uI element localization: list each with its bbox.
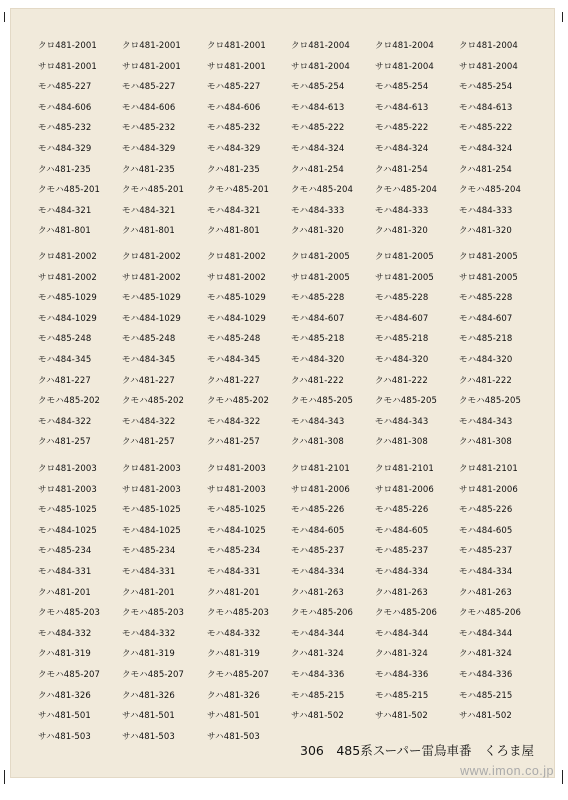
car-number-label: サハ481-502 (459, 711, 512, 722)
car-number-label: クハ481-263 (375, 587, 428, 598)
car-number-label: クロ481-2005 (291, 252, 350, 262)
car-number-label: クロ481-2101 (459, 464, 518, 474)
sheet-caption: 306 485系スーパー雷鳥車番 くろま屋 (300, 743, 534, 758)
car-number-label: サロ481-2001 (38, 61, 97, 72)
car-number-label: クモハ485-206 (291, 608, 354, 619)
car-number-label: クハ481-319 (122, 649, 175, 660)
car-number-label: サロ481-2006 (375, 484, 434, 495)
car-number-label: モハ485-228 (375, 293, 429, 304)
car-number-label: クロ481-2005 (459, 252, 518, 262)
car-number-label: モハ485-227 (38, 82, 92, 93)
car-number-label: クロ481-2005 (375, 252, 434, 262)
car-number-label: モハ485-1025 (122, 505, 181, 516)
car-number-label: クモハ485-201 (38, 185, 101, 196)
car-number-label: モハ484-331 (207, 567, 261, 577)
car-number-label: モハ484-345 (207, 355, 261, 365)
car-number-label: クハ481-801 (122, 226, 175, 237)
car-number-label: クロ481-2004 (459, 41, 518, 51)
decal-row (10, 605, 555, 621)
decal-row (10, 667, 555, 683)
decal-row (10, 100, 555, 116)
car-number-label: クモハ485-206 (375, 608, 438, 619)
car-number-label: モハ485-228 (459, 293, 513, 304)
car-number-label: サハ481-502 (291, 711, 344, 722)
car-number-label: モハ484-606 (207, 102, 261, 113)
car-number-label: モハ484-1029 (38, 313, 97, 324)
car-number-label: サロ481-2001 (207, 61, 266, 72)
car-number-label: モハ485-222 (459, 123, 513, 134)
car-number-label: クモハ485-205 (291, 396, 354, 407)
car-number-label: モハ484-324 (291, 144, 345, 154)
car-number-label: モハ484-334 (459, 567, 513, 577)
car-number-label: クモハ485-201 (122, 185, 185, 196)
car-number-label: モハ484-605 (291, 525, 345, 536)
car-number-label: モハ484-334 (291, 567, 345, 577)
decal-row (10, 502, 555, 518)
car-number-label: クモハ485-203 (207, 608, 270, 619)
decal-row (10, 626, 555, 642)
car-number-label: クモハ485-202 (122, 396, 185, 407)
car-number-label: モハ485-234 (122, 546, 176, 557)
car-number-label: モハ484-613 (291, 102, 345, 113)
car-number-label: モハ484-607 (459, 313, 513, 324)
car-number-label: クハ481-320 (375, 226, 428, 237)
car-number-label: クハ481-257 (207, 437, 260, 448)
decal-row (10, 290, 555, 306)
car-number-label: モハ485-222 (291, 123, 345, 134)
car-number-label: モハ484-613 (459, 102, 513, 113)
car-number-label: サロ481-2006 (459, 484, 518, 495)
decal-row (10, 223, 555, 239)
car-number-label: クハ481-801 (38, 226, 91, 237)
car-number-label: モハ484-344 (291, 628, 345, 639)
car-number-label: クハ481-227 (207, 375, 260, 386)
car-number-label: モハ484-333 (375, 205, 429, 216)
car-number-label: モハ485-254 (375, 82, 429, 93)
decal-row (10, 311, 555, 327)
car-number-label: クモハ485-201 (207, 185, 270, 196)
car-number-label: モハ484-332 (38, 628, 92, 639)
car-number-label: サロ481-2004 (291, 61, 350, 72)
car-number-label: サロ481-2001 (122, 61, 181, 72)
decal-row (10, 543, 555, 559)
car-number-label: モハ484-1029 (207, 313, 266, 324)
car-number-label: モハ485-232 (38, 123, 92, 134)
car-number-label: クハ481-324 (375, 649, 428, 660)
car-number-label: モハ485-227 (122, 82, 176, 93)
car-number-label: クハ481-227 (122, 375, 175, 386)
car-number-label: モハ485-226 (375, 505, 429, 516)
car-number-label: モハ485-218 (459, 334, 513, 345)
car-number-label: モハ484-322 (38, 416, 92, 427)
car-number-label: クハ481-320 (291, 226, 344, 237)
car-number-label: クハ481-319 (207, 649, 260, 660)
decal-row (10, 203, 555, 219)
car-number-label: モハ484-336 (459, 670, 513, 680)
car-number-label: サロ481-2006 (291, 484, 350, 495)
decal-row (10, 352, 555, 368)
car-number-label: モハ485-218 (375, 334, 429, 345)
car-number-label: モハ485-237 (291, 546, 345, 557)
car-number-label: クハ481-254 (291, 164, 344, 175)
car-number-label: サハ481-503 (38, 731, 91, 742)
decal-row (10, 141, 555, 157)
car-number-label: モハ484-321 (122, 205, 176, 216)
car-number-label: モハ484-606 (122, 102, 176, 113)
car-number-label: クロ481-2003 (38, 464, 97, 474)
car-number-label: サロ481-2004 (459, 61, 518, 72)
decal-row (10, 523, 555, 539)
car-number-label: モハ484-343 (459, 416, 513, 427)
car-number-label: クハ481-308 (375, 437, 428, 448)
car-number-label: モハ484-331 (122, 567, 176, 577)
car-number-label: モハ484-334 (375, 567, 429, 577)
car-number-label: モハ485-215 (291, 690, 345, 701)
car-number-label: モハ484-332 (207, 628, 261, 639)
car-number-label: モハ484-1025 (122, 525, 181, 536)
decal-row (10, 646, 555, 662)
decal-sheet (10, 8, 555, 778)
car-number-label: クハ481-222 (375, 375, 428, 386)
car-number-label: モハ484-320 (291, 355, 345, 365)
car-number-label: モハ484-336 (375, 670, 429, 680)
decal-row (10, 482, 555, 498)
car-number-label: クハ481-222 (291, 375, 344, 386)
car-number-label: クモハ485-204 (291, 185, 354, 196)
car-number-label: モハ485-1029 (122, 293, 181, 304)
car-number-label: サハ481-501 (38, 711, 91, 722)
car-number-label: クハ481-201 (38, 587, 91, 598)
car-number-label: クロ481-2001 (122, 41, 181, 51)
car-number-label: クハ481-320 (459, 226, 512, 237)
car-number-label: クハ481-201 (207, 587, 260, 598)
car-number-label: モハ484-320 (459, 355, 513, 365)
car-number-label: クロ481-2002 (38, 252, 97, 262)
car-number-label: クハ481-254 (375, 164, 428, 175)
car-number-label: サロ481-2005 (459, 272, 518, 283)
car-number-label: モハ485-215 (375, 690, 429, 701)
car-number-label: クハ481-326 (38, 690, 91, 701)
car-number-label: モハ485-254 (459, 82, 513, 93)
car-number-label: モハ484-329 (38, 144, 92, 154)
car-number-label: モハ484-613 (375, 102, 429, 113)
car-number-label: クロ481-2002 (122, 252, 181, 262)
car-number-label: モハ484-1025 (38, 525, 97, 536)
decal-row (10, 564, 555, 580)
car-number-label: クモハ485-203 (122, 608, 185, 619)
car-number-label: サロ481-2002 (207, 272, 266, 283)
car-number-label: モハ484-322 (207, 416, 261, 427)
car-number-label: モハ485-1025 (38, 505, 97, 516)
decal-row (10, 162, 555, 178)
car-number-label: クハ481-222 (459, 375, 512, 386)
car-number-label: サロ481-2005 (375, 272, 434, 283)
car-number-label: サハ481-503 (122, 731, 175, 742)
car-number-label: クハ481-308 (291, 437, 344, 448)
car-number-label: クハ481-326 (207, 690, 260, 701)
car-number-label: モハ484-324 (375, 144, 429, 154)
car-number-label: モハ485-248 (122, 334, 176, 345)
car-number-label: クモハ485-207 (207, 670, 270, 680)
car-number-label: クモハ485-205 (459, 396, 522, 407)
car-number-label: モハ485-226 (459, 505, 513, 516)
decal-row (10, 434, 555, 450)
car-number-label: クハ481-801 (207, 226, 260, 237)
crop-mark-bottom-left (4, 770, 5, 784)
car-number-label: クハ481-319 (38, 649, 91, 660)
car-number-label: クロ481-2001 (207, 41, 266, 51)
car-number-label: クハ481-235 (207, 164, 260, 175)
car-number-label: モハ484-329 (122, 144, 176, 154)
car-number-label: クハ481-324 (291, 649, 344, 660)
car-number-label: モハ484-606 (38, 102, 92, 113)
decal-row (10, 331, 555, 347)
car-number-label: モハ485-215 (459, 690, 513, 701)
site-watermark: www.imon.co.jp (460, 764, 554, 778)
car-number-label: クロ481-2004 (291, 41, 350, 51)
car-number-label: クモハ485-204 (375, 185, 438, 196)
car-number-label: クロ481-2003 (122, 464, 181, 474)
car-number-label: モハ485-237 (459, 546, 513, 557)
car-number-label: モハ484-1029 (122, 313, 181, 324)
car-number-label: クハ481-201 (122, 587, 175, 598)
decal-row (10, 393, 555, 409)
car-number-label: モハ484-336 (291, 670, 345, 680)
car-number-label: クモハ485-204 (459, 185, 522, 196)
car-number-label: モハ484-344 (459, 628, 513, 639)
decal-row (10, 373, 555, 389)
car-number-label: クロ481-2003 (207, 464, 266, 474)
car-number-label: モハ484-329 (207, 144, 261, 154)
car-number-label: モハ484-605 (375, 525, 429, 536)
car-number-label: クハ481-308 (459, 437, 512, 448)
decal-row (10, 708, 555, 724)
car-number-label: クロ481-2101 (375, 464, 434, 474)
car-number-label: モハ484-333 (459, 205, 513, 216)
car-number-label: モハ485-234 (38, 546, 92, 557)
car-number-label: サハ481-502 (375, 711, 428, 722)
car-number-label: モハ484-344 (375, 628, 429, 639)
decal-row (10, 414, 555, 430)
car-number-label: モハ485-1029 (38, 293, 97, 304)
car-number-label: モハ485-227 (207, 82, 261, 93)
car-number-label: サロ481-2003 (38, 484, 97, 495)
car-number-label: クモハ485-202 (38, 396, 101, 407)
car-number-label: クハ481-235 (38, 164, 91, 175)
car-number-label: モハ484-345 (122, 355, 176, 365)
decal-row (10, 688, 555, 704)
car-number-label: サロ481-2003 (207, 484, 266, 495)
car-number-label: モハ484-345 (38, 355, 92, 365)
decal-row (10, 249, 555, 265)
car-number-label: モハ485-1029 (207, 293, 266, 304)
car-number-label: モハ485-232 (207, 123, 261, 134)
car-number-label: クハ481-227 (38, 375, 91, 386)
crop-mark-bottom-right (562, 770, 563, 784)
car-number-label: モハ484-333 (291, 205, 345, 216)
car-number-label: モハ484-607 (291, 313, 345, 324)
car-number-label: クハ481-257 (38, 437, 91, 448)
car-number-label: サハ481-503 (207, 731, 260, 742)
decal-row (10, 59, 555, 75)
decal-row (10, 120, 555, 136)
car-number-label: モハ484-321 (38, 205, 92, 216)
decal-row (10, 38, 555, 54)
car-number-label: クモハ485-206 (459, 608, 522, 619)
car-number-label: モハ485-232 (122, 123, 176, 134)
car-number-label: クハ481-326 (122, 690, 175, 701)
car-number-label: モハ484-343 (291, 416, 345, 427)
car-number-label: クモハ485-207 (122, 670, 185, 680)
car-number-label: モハ485-237 (375, 546, 429, 557)
car-number-label: モハ484-321 (207, 205, 261, 216)
car-number-label: クモハ485-205 (375, 396, 438, 407)
car-number-label: サロ481-2003 (122, 484, 181, 495)
car-number-label: クモハ485-207 (38, 670, 101, 680)
car-number-label: モハ484-607 (375, 313, 429, 324)
car-number-label: クモハ485-203 (38, 608, 101, 619)
crop-mark-top-left (4, 12, 5, 22)
decal-row (10, 182, 555, 198)
car-number-label: モハ484-331 (38, 567, 92, 577)
car-number-label: モハ485-1025 (207, 505, 266, 516)
car-number-label: サハ481-501 (122, 711, 175, 722)
car-number-label: サロ481-2002 (38, 272, 97, 283)
decal-row (10, 79, 555, 95)
car-number-label: クロ481-2101 (291, 464, 350, 474)
car-number-label: モハ484-324 (459, 144, 513, 154)
car-number-label: モハ485-218 (291, 334, 345, 345)
car-number-label: モハ484-332 (122, 628, 176, 639)
car-number-label: モハ485-228 (291, 293, 345, 304)
car-number-label: モハ485-222 (375, 123, 429, 134)
car-number-label: サロ481-2004 (375, 61, 434, 72)
car-number-label: クハ481-263 (291, 587, 344, 598)
decal-row (10, 461, 555, 477)
decal-row (10, 270, 555, 286)
car-number-label: クハ481-254 (459, 164, 512, 175)
car-number-label: クハ481-263 (459, 587, 512, 598)
crop-mark-top-right (562, 12, 563, 22)
car-number-label: モハ484-1025 (207, 525, 266, 536)
car-number-label: クモハ485-202 (207, 396, 270, 407)
car-number-label: クハ481-257 (122, 437, 175, 448)
car-number-label: モハ485-254 (291, 82, 345, 93)
car-number-label: サハ481-501 (207, 711, 260, 722)
car-number-label: モハ484-343 (375, 416, 429, 427)
car-number-label: サロ481-2005 (291, 272, 350, 283)
car-number-label: モハ485-248 (38, 334, 92, 345)
car-number-label: モハ484-605 (459, 525, 513, 536)
car-number-label: クロ481-2004 (375, 41, 434, 51)
car-number-label: クロ481-2002 (207, 252, 266, 262)
decal-row (10, 585, 555, 601)
car-number-label: サロ481-2002 (122, 272, 181, 283)
car-number-label: クロ481-2001 (38, 41, 97, 51)
car-number-label: モハ485-234 (207, 546, 261, 557)
car-number-label: モハ484-320 (375, 355, 429, 365)
car-number-label: モハ485-226 (291, 505, 345, 516)
car-number-label: モハ485-248 (207, 334, 261, 345)
car-number-label: クハ481-235 (122, 164, 175, 175)
car-number-label: モハ484-322 (122, 416, 176, 427)
car-number-label: クハ481-324 (459, 649, 512, 660)
